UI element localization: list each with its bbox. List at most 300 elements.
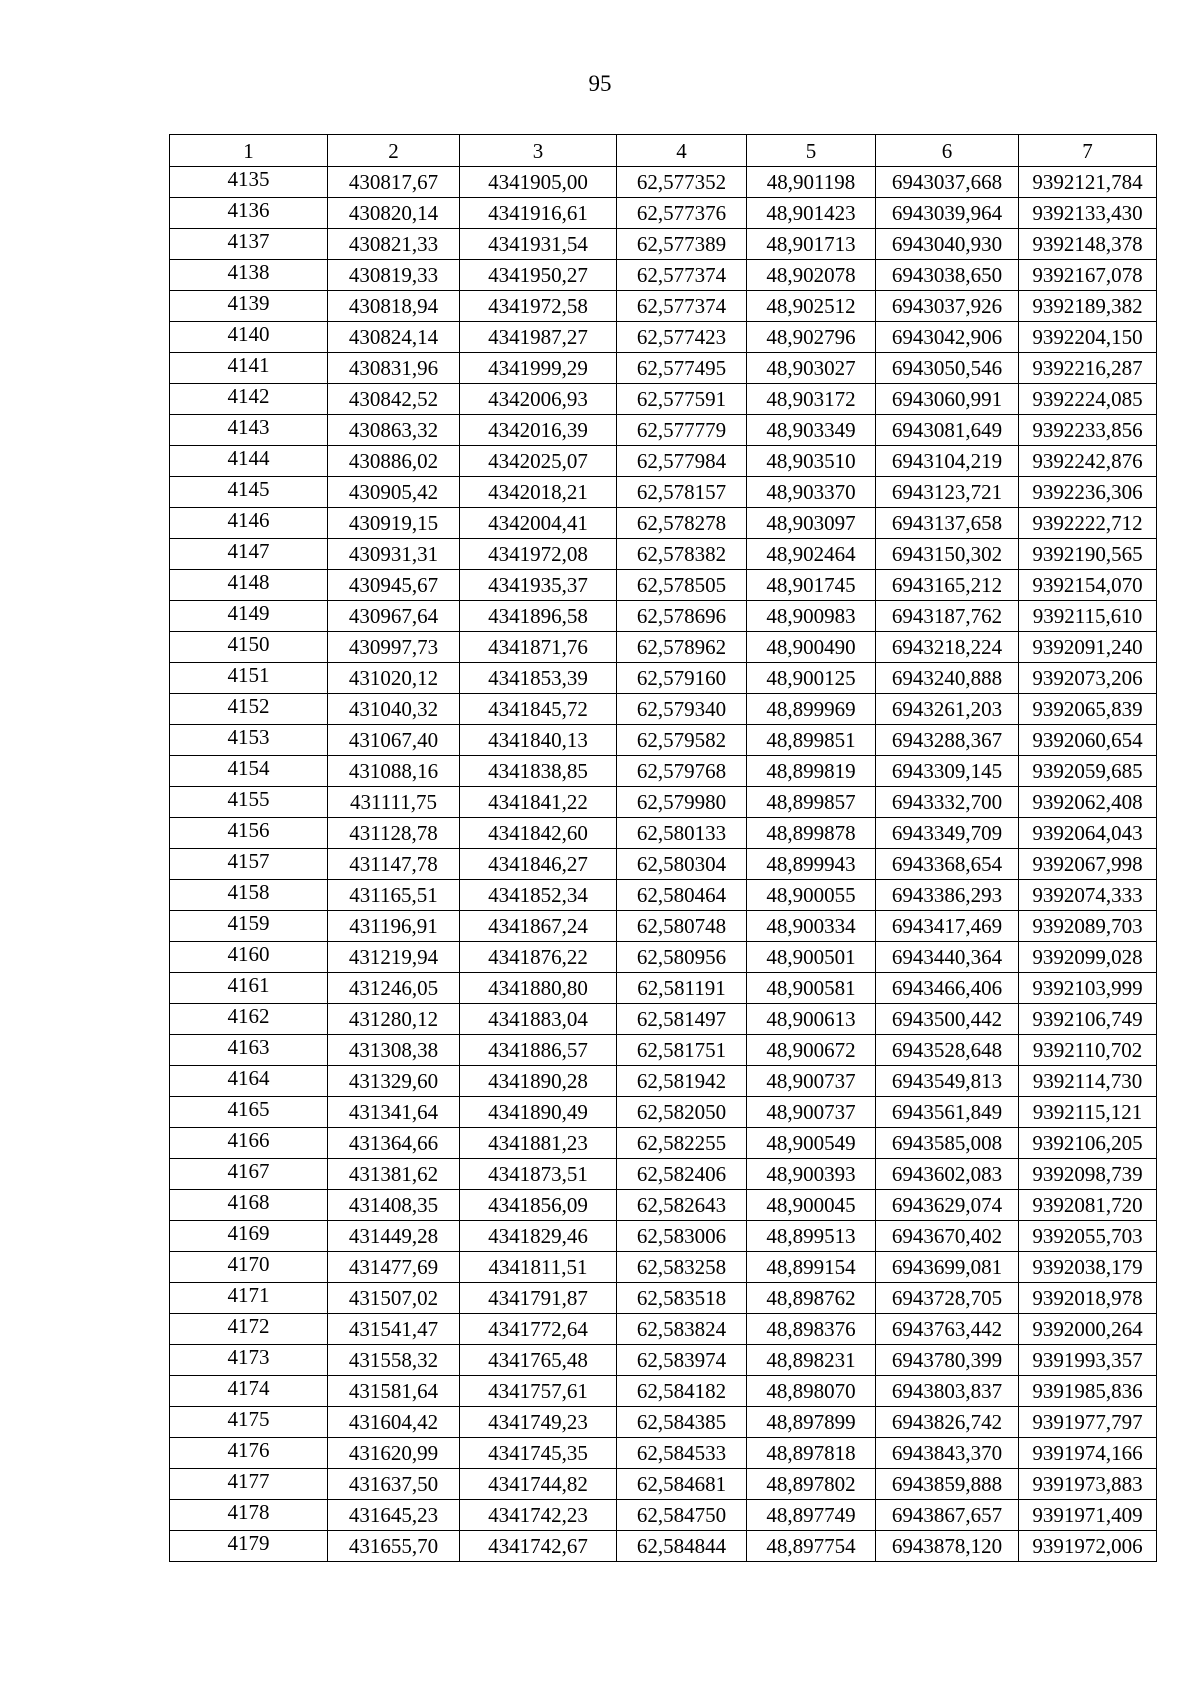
table-cell: 4158: [170, 880, 328, 911]
table-cell: 9392055,703: [1019, 1221, 1157, 1252]
table-cell: 9392154,070: [1019, 570, 1157, 601]
table-cell: 4157: [170, 849, 328, 880]
table-cell: 48,899851: [747, 725, 876, 756]
table-cell: 48,898231: [747, 1345, 876, 1376]
table-cell: 431645,23: [328, 1500, 460, 1531]
table-cell: 48,899819: [747, 756, 876, 787]
table-cell: 6943466,406: [876, 973, 1019, 1004]
table-cell: 6943060,991: [876, 384, 1019, 415]
table-cell: 4341916,61: [460, 198, 617, 229]
table-cell: 430821,33: [328, 229, 460, 260]
table-cell: 4341950,27: [460, 260, 617, 291]
table-cell: 4342025,07: [460, 446, 617, 477]
table-cell: 6943859,888: [876, 1469, 1019, 1500]
table-cell: 4341883,04: [460, 1004, 617, 1035]
table-cell: 48,899969: [747, 694, 876, 725]
table-cell: 48,897818: [747, 1438, 876, 1469]
table-cell: 431381,62: [328, 1159, 460, 1190]
table-row: [170, 942, 1157, 973]
table-cell: 4148: [170, 570, 328, 601]
table-cell: 62,584182: [617, 1376, 747, 1407]
table-cell: 62,577591: [617, 384, 747, 415]
table-cell: 62,578962: [617, 632, 747, 663]
table-cell: 430831,96: [328, 353, 460, 384]
table-cell: 431655,70: [328, 1531, 460, 1562]
table-cell: 48,903349: [747, 415, 876, 446]
table-cell: 6943042,906: [876, 322, 1019, 353]
table-cell: 62,583258: [617, 1252, 747, 1283]
table-cell: 431581,64: [328, 1376, 460, 1407]
table-cell: 9392115,121: [1019, 1097, 1157, 1128]
table-cell: 9392190,565: [1019, 539, 1157, 570]
table-cell: 9391973,883: [1019, 1469, 1157, 1500]
table-cell: 48,902078: [747, 260, 876, 291]
table-cell: 9392018,978: [1019, 1283, 1157, 1314]
table-cell: 430945,67: [328, 570, 460, 601]
table-cell: 4341811,51: [460, 1252, 617, 1283]
table-cell: 48,900334: [747, 911, 876, 942]
table-cell: 48,902464: [747, 539, 876, 570]
table-cell: 62,577495: [617, 353, 747, 384]
table-row: [170, 1376, 1157, 1407]
table-cell: 6943165,212: [876, 570, 1019, 601]
table-cell: 9392091,240: [1019, 632, 1157, 663]
table-row: [170, 322, 1157, 353]
table-cell: 48,897754: [747, 1531, 876, 1562]
table-cell: 48,900393: [747, 1159, 876, 1190]
table-cell: 431507,02: [328, 1283, 460, 1314]
table-cell: 4341873,51: [460, 1159, 617, 1190]
table-cell: 4160: [170, 942, 328, 973]
table-cell: 48,899154: [747, 1252, 876, 1283]
table-row: [170, 818, 1157, 849]
table-row: [170, 632, 1157, 663]
table-cell: 431111,75: [328, 787, 460, 818]
table-cell: 62,584681: [617, 1469, 747, 1500]
table-cell: 4341890,28: [460, 1066, 617, 1097]
table-cell: 62,577779: [617, 415, 747, 446]
table-cell: 4143: [170, 415, 328, 446]
table-cell: 9392067,998: [1019, 849, 1157, 880]
table-cell: 4341999,29: [460, 353, 617, 384]
table-cell: 6943843,370: [876, 1438, 1019, 1469]
table-cell: 4341881,23: [460, 1128, 617, 1159]
table-cell: 48,897749: [747, 1500, 876, 1531]
table-cell: 62,584533: [617, 1438, 747, 1469]
table-row: [170, 415, 1157, 446]
table-cell: 6943549,813: [876, 1066, 1019, 1097]
table-cell: 62,579768: [617, 756, 747, 787]
table-row: [170, 725, 1157, 756]
table-row: [170, 353, 1157, 384]
table-cell: 431558,32: [328, 1345, 460, 1376]
table-cell: 430842,52: [328, 384, 460, 415]
table-cell: 62,583518: [617, 1283, 747, 1314]
table-cell: 4169: [170, 1221, 328, 1252]
table-cell: 4341841,22: [460, 787, 617, 818]
table-cell: 4177: [170, 1469, 328, 1500]
table-cell: 9392064,043: [1019, 818, 1157, 849]
table-cell: 430817,67: [328, 167, 460, 198]
table-cell: 62,582255: [617, 1128, 747, 1159]
table-cell: 62,580304: [617, 849, 747, 880]
table-cell: 4341745,35: [460, 1438, 617, 1469]
table-cell: 62,580133: [617, 818, 747, 849]
table-cell: 6943368,654: [876, 849, 1019, 880]
table-cell: 4149: [170, 601, 328, 632]
table-cell: 6943699,081: [876, 1252, 1019, 1283]
table-cell: 9392074,333: [1019, 880, 1157, 911]
table-cell: 430967,64: [328, 601, 460, 632]
table-cell: 62,582406: [617, 1159, 747, 1190]
table-cell: 4341890,49: [460, 1097, 617, 1128]
table-cell: 9392103,999: [1019, 973, 1157, 1004]
table-cell: 430997,73: [328, 632, 460, 663]
table-cell: 4172: [170, 1314, 328, 1345]
table-cell: 6943150,302: [876, 539, 1019, 570]
table-cell: 4166: [170, 1128, 328, 1159]
table-cell: 48,900737: [747, 1097, 876, 1128]
table-cell: 62,581942: [617, 1066, 747, 1097]
table-cell: 4174: [170, 1376, 328, 1407]
table-cell: 62,584385: [617, 1407, 747, 1438]
table-cell: 48,903027: [747, 353, 876, 384]
table-row: [170, 849, 1157, 880]
table-cell: 4167: [170, 1159, 328, 1190]
table-cell: 4155: [170, 787, 328, 818]
table-cell: 9391993,357: [1019, 1345, 1157, 1376]
table-row: [170, 601, 1157, 632]
table-cell: 4150: [170, 632, 328, 663]
table-cell: 9392115,610: [1019, 601, 1157, 632]
page-number: 95: [588, 71, 612, 96]
table-cell: 62,584750: [617, 1500, 747, 1531]
table-cell: 4341935,37: [460, 570, 617, 601]
table-cell: 48,899878: [747, 818, 876, 849]
table-cell: 48,900983: [747, 601, 876, 632]
table-cell: 431246,05: [328, 973, 460, 1004]
table-cell: 4159: [170, 911, 328, 942]
table-cell: 6943528,648: [876, 1035, 1019, 1066]
table-row: [170, 1469, 1157, 1500]
table-cell: 9392236,306: [1019, 477, 1157, 508]
table-cell: 62,579980: [617, 787, 747, 818]
table-cell: 431219,94: [328, 942, 460, 973]
table-cell: 430820,14: [328, 198, 460, 229]
table-cell: 4161: [170, 973, 328, 1004]
table-cell: 9391985,836: [1019, 1376, 1157, 1407]
table-cell: 431408,35: [328, 1190, 460, 1221]
table-cell: 4341742,67: [460, 1531, 617, 1562]
table-cell: 4162: [170, 1004, 328, 1035]
table-cell: 48,900581: [747, 973, 876, 1004]
table-cell: 9391971,409: [1019, 1500, 1157, 1531]
table-cell: 6943349,709: [876, 818, 1019, 849]
table-cell: 9392000,264: [1019, 1314, 1157, 1345]
table-cell: 431341,64: [328, 1097, 460, 1128]
table-cell: 4341791,87: [460, 1283, 617, 1314]
table-cell: 6943218,224: [876, 632, 1019, 663]
table-cell: 431196,91: [328, 911, 460, 942]
table-cell: 6943826,742: [876, 1407, 1019, 1438]
table-row: [170, 1252, 1157, 1283]
table-cell: 9392062,408: [1019, 787, 1157, 818]
table-cell: 62,578696: [617, 601, 747, 632]
table-cell: 48,900613: [747, 1004, 876, 1035]
table-cell: 6943728,705: [876, 1283, 1019, 1314]
column-header: 2: [328, 135, 460, 167]
table-cell: 431477,69: [328, 1252, 460, 1283]
table-cell: 6943037,668: [876, 167, 1019, 198]
table-row: [170, 291, 1157, 322]
table-cell: 6943240,888: [876, 663, 1019, 694]
table-row: [170, 508, 1157, 539]
table-row: [170, 1066, 1157, 1097]
table-cell: 430863,32: [328, 415, 460, 446]
table-cell: 4341856,09: [460, 1190, 617, 1221]
table-cell: 48,898070: [747, 1376, 876, 1407]
table-cell: 9392167,078: [1019, 260, 1157, 291]
table-cell: 430818,94: [328, 291, 460, 322]
table-cell: 4141: [170, 353, 328, 384]
table-cell: 6943104,219: [876, 446, 1019, 477]
table-cell: 9392038,179: [1019, 1252, 1157, 1283]
table-cell: 48,902796: [747, 322, 876, 353]
table-cell: 48,903370: [747, 477, 876, 508]
table-cell: 6943081,649: [876, 415, 1019, 446]
table-row: [170, 880, 1157, 911]
table-cell: 62,577984: [617, 446, 747, 477]
table-cell: 48,898762: [747, 1283, 876, 1314]
table-cell: 62,578505: [617, 570, 747, 601]
table-cell: 62,583974: [617, 1345, 747, 1376]
table-cell: 9392106,205: [1019, 1128, 1157, 1159]
table-cell: 6943867,657: [876, 1500, 1019, 1531]
table-cell: 48,903172: [747, 384, 876, 415]
table-cell: 431040,32: [328, 694, 460, 725]
table-row: [170, 260, 1157, 291]
table-row: [170, 1314, 1157, 1345]
table-cell: 62,582643: [617, 1190, 747, 1221]
table-cell: 9392060,654: [1019, 725, 1157, 756]
table-cell: 6943763,442: [876, 1314, 1019, 1345]
column-header: 6: [876, 135, 1019, 167]
table-cell: 4342004,41: [460, 508, 617, 539]
table-cell: 4136: [170, 198, 328, 229]
table-cell: 431449,28: [328, 1221, 460, 1252]
table-cell: 431308,38: [328, 1035, 460, 1066]
table-cell: 62,583824: [617, 1314, 747, 1345]
table-cell: 62,584844: [617, 1531, 747, 1562]
table-row: [170, 384, 1157, 415]
table-cell: 4341765,48: [460, 1345, 617, 1376]
table-cell: 4164: [170, 1066, 328, 1097]
table-cell: 62,578382: [617, 539, 747, 570]
table-cell: 6943039,964: [876, 198, 1019, 229]
table-cell: 4341772,64: [460, 1314, 617, 1345]
table-cell: 431088,16: [328, 756, 460, 787]
table-row: [170, 1531, 1157, 1562]
table-cell: 4170: [170, 1252, 328, 1283]
table-row: [170, 1407, 1157, 1438]
table-cell: 62,582050: [617, 1097, 747, 1128]
table-cell: 4341867,24: [460, 911, 617, 942]
table-row: [170, 446, 1157, 477]
table-cell: 6943561,849: [876, 1097, 1019, 1128]
table-cell: 4139: [170, 291, 328, 322]
table-cell: 4144: [170, 446, 328, 477]
table-row: [170, 570, 1157, 601]
table-cell: 9392216,287: [1019, 353, 1157, 384]
table-cell: 62,579160: [617, 663, 747, 694]
table-cell: 6943417,469: [876, 911, 1019, 942]
table-cell: 48,901713: [747, 229, 876, 260]
table-cell: 6943386,293: [876, 880, 1019, 911]
table-cell: 48,901423: [747, 198, 876, 229]
table-cell: 6943602,083: [876, 1159, 1019, 1190]
table-cell: 430886,02: [328, 446, 460, 477]
table-header-row: [170, 135, 1157, 167]
table-row: [170, 1128, 1157, 1159]
table-cell: 62,579582: [617, 725, 747, 756]
table-row: [170, 229, 1157, 260]
table-cell: 4173: [170, 1345, 328, 1376]
table-cell: 62,580464: [617, 880, 747, 911]
table-cell: 6943288,367: [876, 725, 1019, 756]
column-header: 7: [1019, 135, 1157, 167]
table-cell: 4341896,58: [460, 601, 617, 632]
table-cell: 4156: [170, 818, 328, 849]
table-row: [170, 1190, 1157, 1221]
table-cell: 6943878,120: [876, 1531, 1019, 1562]
table-cell: 9392133,430: [1019, 198, 1157, 229]
table-cell: 62,579340: [617, 694, 747, 725]
table-cell: 4168: [170, 1190, 328, 1221]
table-cell: 430931,31: [328, 539, 460, 570]
table-cell: 431165,51: [328, 880, 460, 911]
table-cell: 430819,33: [328, 260, 460, 291]
table-cell: 4341972,58: [460, 291, 617, 322]
table-cell: 6943803,837: [876, 1376, 1019, 1407]
table-cell: 9392098,739: [1019, 1159, 1157, 1190]
table-cell: 9392081,720: [1019, 1190, 1157, 1221]
table-cell: 431620,99: [328, 1438, 460, 1469]
table-cell: 4341749,23: [460, 1407, 617, 1438]
table-cell: 431128,78: [328, 818, 460, 849]
table-cell: 62,577376: [617, 198, 747, 229]
table-cell: 48,901745: [747, 570, 876, 601]
table-cell: 4341744,82: [460, 1469, 617, 1500]
table-row: [170, 1500, 1157, 1531]
table-cell: 62,580956: [617, 942, 747, 973]
table-cell: 9392106,749: [1019, 1004, 1157, 1035]
table-cell: 4341742,23: [460, 1500, 617, 1531]
table-cell: 48,900549: [747, 1128, 876, 1159]
table-cell: 9392121,784: [1019, 167, 1157, 198]
table-row: [170, 973, 1157, 1004]
table-cell: 48,900045: [747, 1190, 876, 1221]
table-cell: 48,900055: [747, 880, 876, 911]
table-cell: 4341931,54: [460, 229, 617, 260]
table-cell: 4152: [170, 694, 328, 725]
table-cell: 4341838,85: [460, 756, 617, 787]
table-cell: 4151: [170, 663, 328, 694]
table-cell: 9392099,028: [1019, 942, 1157, 973]
table-cell: 9392204,150: [1019, 322, 1157, 353]
table-cell: 48,900490: [747, 632, 876, 663]
table-cell: 4341845,72: [460, 694, 617, 725]
table-cell: 6943585,008: [876, 1128, 1019, 1159]
table-cell: 4341842,60: [460, 818, 617, 849]
table-row: [170, 1221, 1157, 1252]
table-cell: 62,577423: [617, 322, 747, 353]
table-cell: 9392148,378: [1019, 229, 1157, 260]
table-cell: 62,578278: [617, 508, 747, 539]
table-row: [170, 167, 1157, 198]
table-cell: 4138: [170, 260, 328, 291]
table-cell: 48,903510: [747, 446, 876, 477]
table-cell: 4341905,00: [460, 167, 617, 198]
table-cell: 4153: [170, 725, 328, 756]
table-cell: 4341871,76: [460, 632, 617, 663]
table-cell: 48,900125: [747, 663, 876, 694]
table-row: [170, 1035, 1157, 1066]
coordinates-table: [169, 134, 1157, 1562]
table-cell: 9392224,085: [1019, 384, 1157, 415]
table-row: [170, 1004, 1157, 1035]
table-cell: 6943037,926: [876, 291, 1019, 322]
table-cell: 9392189,382: [1019, 291, 1157, 322]
table-cell: 4341829,46: [460, 1221, 617, 1252]
table-cell: 6943187,762: [876, 601, 1019, 632]
table-cell: 431147,78: [328, 849, 460, 880]
table-cell: 9392242,876: [1019, 446, 1157, 477]
table-cell: 9392233,856: [1019, 415, 1157, 446]
table-cell: 4341876,22: [460, 942, 617, 973]
table-cell: 9392059,685: [1019, 756, 1157, 787]
table-cell: 62,583006: [617, 1221, 747, 1252]
table-cell: 6943440,364: [876, 942, 1019, 973]
table-cell: 48,898376: [747, 1314, 876, 1345]
table-cell: 48,901198: [747, 167, 876, 198]
table-cell: 48,897802: [747, 1469, 876, 1500]
table-cell: 6943123,721: [876, 477, 1019, 508]
table-cell: 431329,60: [328, 1066, 460, 1097]
table-cell: 62,581751: [617, 1035, 747, 1066]
table-cell: 430824,14: [328, 322, 460, 353]
table-cell: 6943040,930: [876, 229, 1019, 260]
table-cell: 9392114,730: [1019, 1066, 1157, 1097]
table-cell: 4146: [170, 508, 328, 539]
table-cell: 4341840,13: [460, 725, 617, 756]
table-cell: 62,581497: [617, 1004, 747, 1035]
table-cell: 9392222,712: [1019, 508, 1157, 539]
table-cell: 48,899943: [747, 849, 876, 880]
table-cell: 4342018,21: [460, 477, 617, 508]
table-cell: 4175: [170, 1407, 328, 1438]
table-cell: 430905,42: [328, 477, 460, 508]
table-cell: 48,902512: [747, 291, 876, 322]
table-row: [170, 911, 1157, 942]
table-cell: 48,900672: [747, 1035, 876, 1066]
table-cell: 4341880,80: [460, 973, 617, 1004]
table-cell: 48,900737: [747, 1066, 876, 1097]
table-cell: 62,577352: [617, 167, 747, 198]
table-row: [170, 539, 1157, 570]
table-cell: 4341757,61: [460, 1376, 617, 1407]
table-cell: 431364,66: [328, 1128, 460, 1159]
table-cell: 4142: [170, 384, 328, 415]
